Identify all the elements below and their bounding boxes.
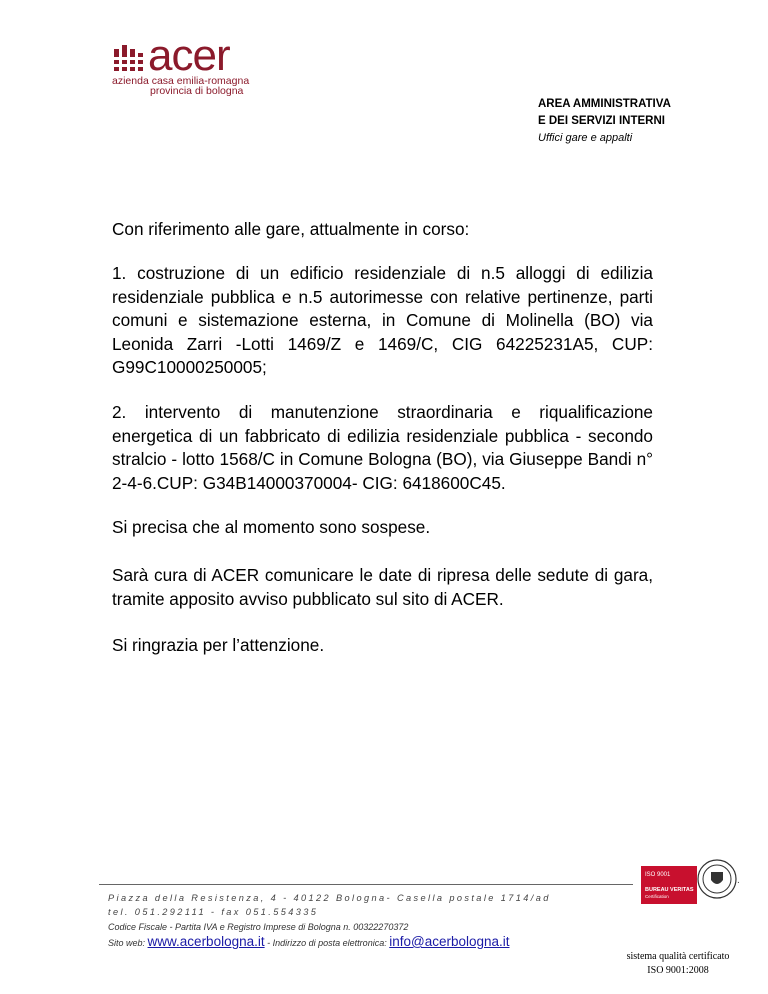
closing-line: Si ringrazia per l’attenzione. (112, 635, 325, 655)
certification-line-2: ISO 9001:2008 (647, 965, 709, 976)
certification-line-1: sistema qualità certificato (626, 951, 730, 962)
department-line-1: AREA AMMINISTRATIVA (538, 98, 671, 110)
logo-subtitle-1: azienda casa emilia-romagna (112, 75, 250, 87)
intro-paragraph: Con riferimento alle gare, attualmente in corso: (112, 219, 470, 239)
tender-item-1: 1. costruzione di un edificio residenziale di n.5 alloggi di edilizia residenziale pubblica e n.5 autorimesse con relative pertinenze, parti comuni e sistemazione esterna, in Comune di Molinella (BO) via Leonida Zarri -Lotti 1469/Z e 1469/C, CIG 64225231A5, CUP: G99C10000250005; (112, 263, 653, 377)
footer-divider (99, 884, 633, 885)
bureau-veritas-certification-badge-icon (641, 850, 739, 908)
footer-dot: . (737, 875, 740, 886)
acer-logo-mark-icon (112, 43, 146, 73)
tender-item-2: 2. intervento di manutenzione straordinaria e riqualificazione energetica di un fabbricato di edilizia residenziale pubblica - secondo stralcio - lotto 1568/C in Comune Bologna (BO), via Giuseppe Bandi n° 2-4-6.CUP: G34B14000370004- CIG: 6418600C45. (112, 402, 653, 493)
footer-address: Piazza della Resistenza, 4 - 40122 Bologna- Casella postale 1714/ad (108, 893, 551, 903)
logo-wordmark: acer (148, 31, 230, 80)
certification-caption (612, 950, 744, 978)
badge-bv-sub: Certification (645, 894, 669, 899)
footer-phone: tel. 051.292111 - fax 051.554335 (108, 907, 319, 917)
acer-logo (112, 31, 282, 100)
website-link[interactable]: www.acerbologna.it (147, 934, 265, 949)
resumption-notice: Sarà cura di ACER comunicare le date di ripresa delle sedute di gara, tramite apposito avviso pubblicato sul sito di ACER. (112, 565, 653, 609)
footer-contacts (108, 934, 510, 949)
footer-tax-code: Codice Fiscale - Partita IVA e Registro Imprese di Bologna n. 00322270372 (108, 922, 409, 932)
logo-subtitle-2: provincia di bologna (150, 85, 244, 97)
email-link[interactable]: info@acerbologna.it (389, 934, 510, 949)
department-header (538, 96, 671, 146)
badge-bv-label: BUREAU VERITAS (645, 887, 694, 893)
office-name: Uffici gare e appalti (538, 132, 633, 144)
suspension-notice: Si precisa che al momento sono sospese. (112, 517, 431, 537)
email-label: - Indirizzo di posta elettronica: (267, 938, 387, 948)
department-line-2: E DEI SERVIZI INTERNI (538, 115, 665, 127)
website-label: Sito web: (108, 938, 146, 948)
badge-iso-label: ISO 9001 (645, 872, 671, 878)
